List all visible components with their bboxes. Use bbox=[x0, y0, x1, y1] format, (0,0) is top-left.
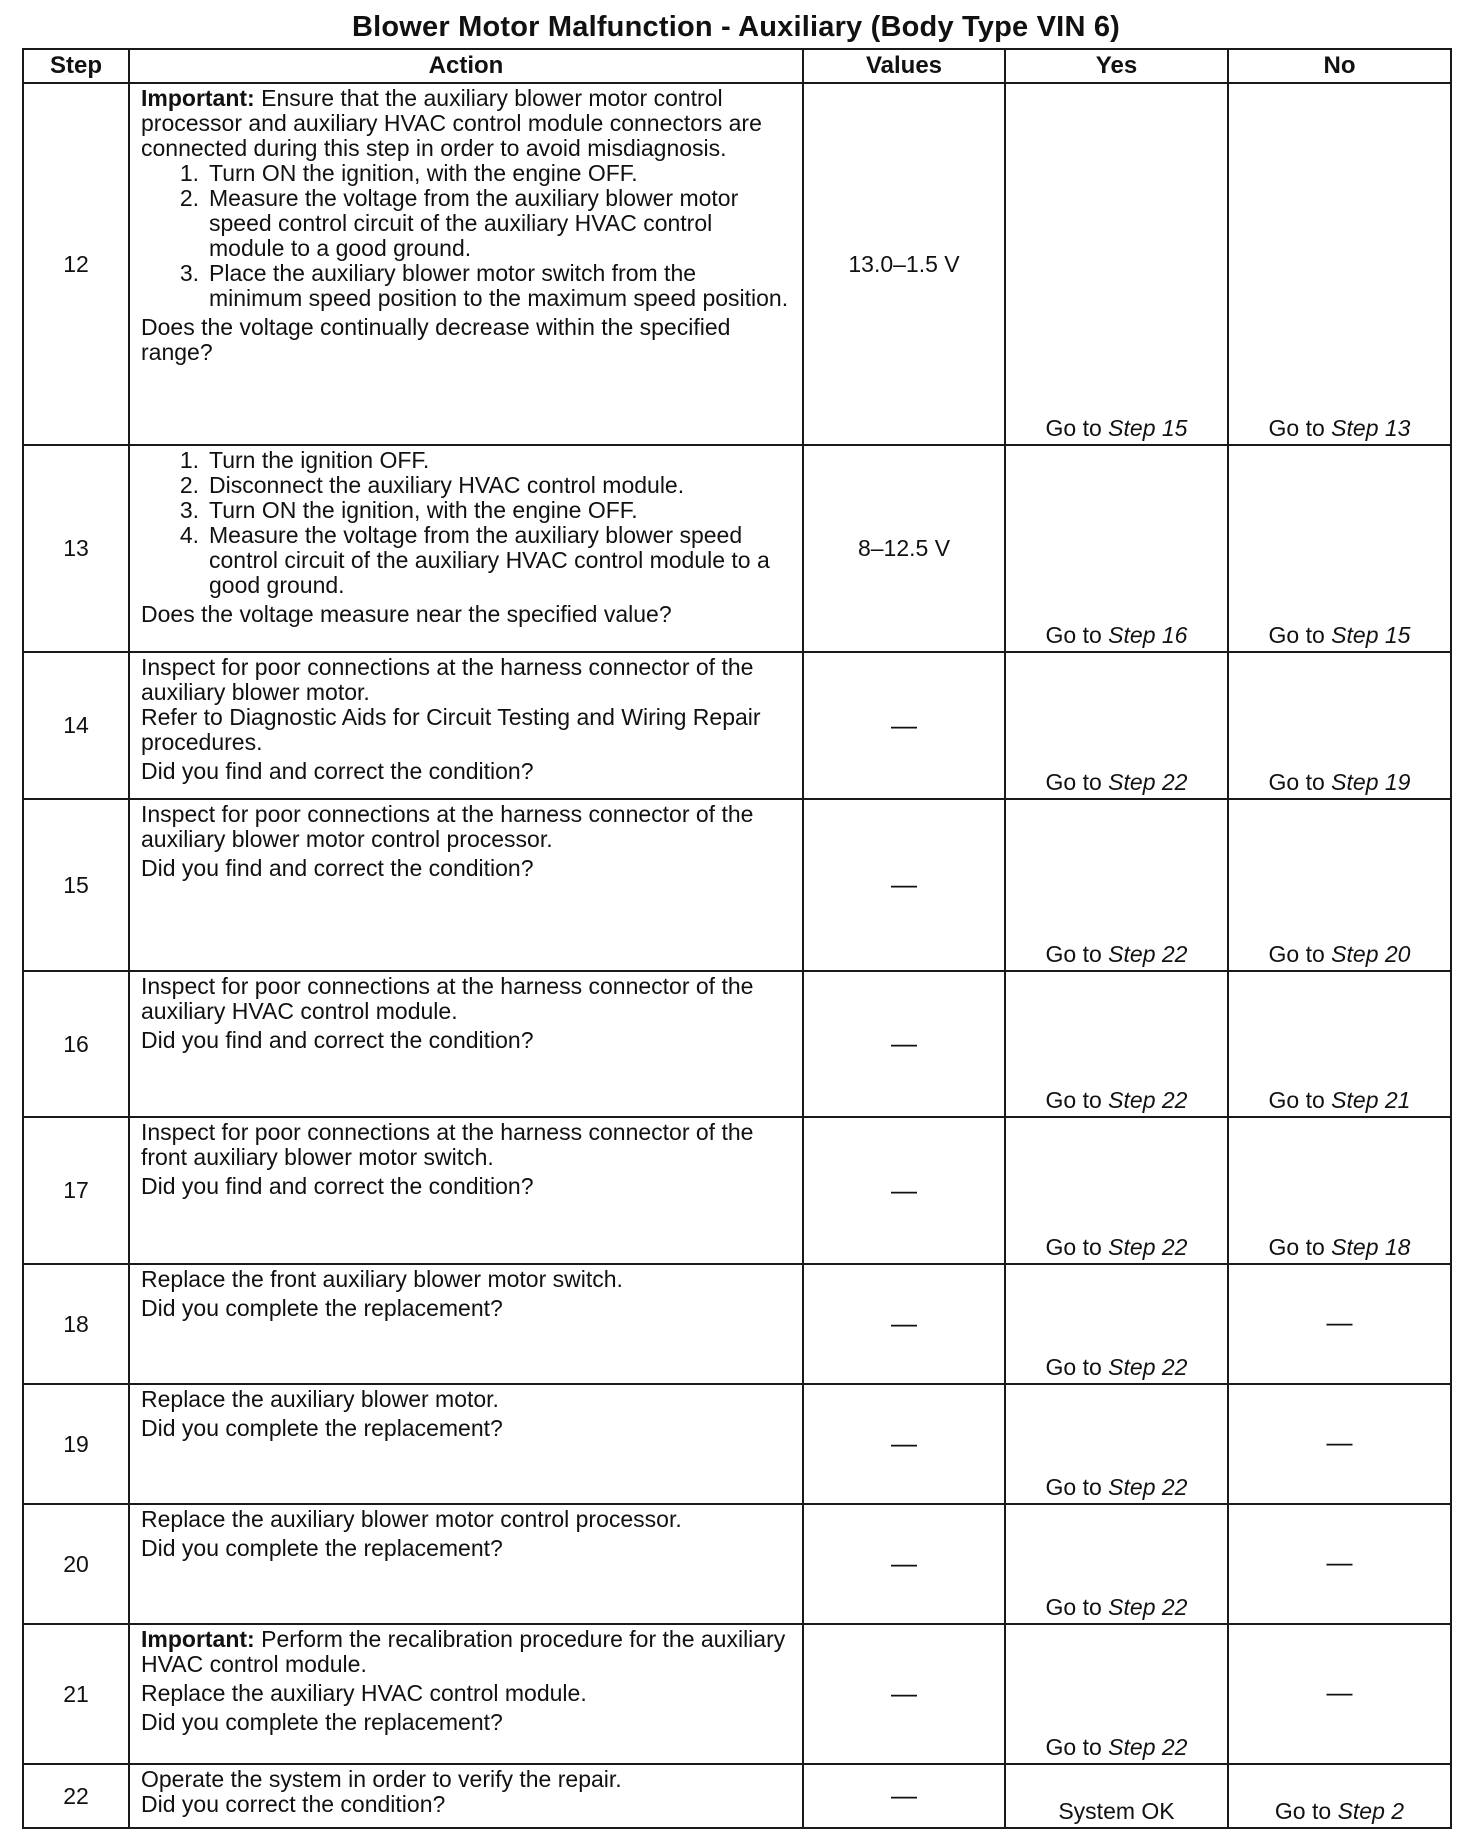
table-row bbox=[23, 1624, 1451, 1764]
no-step-link[interactable]: Step 19 bbox=[1331, 769, 1411, 795]
important-label: Important: bbox=[141, 1626, 255, 1652]
table-row bbox=[23, 652, 1451, 799]
list-item: 3. Turn ON the ignition, with the engine OFF. bbox=[179, 497, 638, 523]
header-step: Step bbox=[23, 49, 129, 83]
list-item: 1. Turn the ignition OFF. bbox=[179, 447, 430, 473]
no-cell: Go to Step 13 bbox=[1228, 83, 1451, 445]
action-question: Did you complete the replacement? bbox=[141, 1415, 503, 1441]
action-cell bbox=[129, 652, 803, 799]
value-cell: 13.0–1.5 V bbox=[803, 83, 1005, 445]
header-yes: Yes bbox=[1005, 49, 1228, 83]
value-cell: — bbox=[803, 1624, 1005, 1764]
action-cell bbox=[129, 1764, 803, 1828]
yes-cell: Go to Step 22 bbox=[1005, 1624, 1228, 1764]
list-item: 1. Turn ON the ignition, with the engine OFF. bbox=[179, 160, 638, 186]
action-question: Did you find and correct the condition? bbox=[141, 855, 534, 881]
important-text: Ensure that the auxiliary blower motor control processor and auxiliary HVAC control module connectors are connected during this step in order to avoid misdiagnosis. bbox=[141, 85, 762, 161]
yes-step-link[interactable]: Step 15 bbox=[1108, 415, 1188, 441]
yes-cell: Go to Step 22 bbox=[1005, 1117, 1228, 1264]
step-number: 19 bbox=[23, 1384, 129, 1504]
action-text: Replace the auxiliary blower motor. bbox=[141, 1386, 499, 1412]
procedure-list bbox=[141, 161, 794, 311]
no-cell: — bbox=[1228, 1504, 1451, 1624]
value-cell: — bbox=[803, 1764, 1005, 1828]
action-text: Inspect for poor connections at the harness connector of the auxiliary HVAC control module. bbox=[141, 973, 754, 1024]
step-number: 12 bbox=[23, 83, 129, 445]
yes-cell: Go to Step 22 bbox=[1005, 1384, 1228, 1504]
action-question: Did you complete the replacement? bbox=[141, 1295, 503, 1321]
table-row bbox=[23, 445, 1451, 652]
table-row bbox=[23, 799, 1451, 971]
value-cell: — bbox=[803, 1264, 1005, 1384]
action-question: Does the voltage continually decrease within the specified range? bbox=[141, 314, 731, 365]
yes-cell: Go to Step 22 bbox=[1005, 1504, 1228, 1624]
table-row bbox=[23, 1264, 1451, 1384]
no-step-link[interactable]: Step 20 bbox=[1331, 941, 1411, 967]
step-number: 15 bbox=[23, 799, 129, 971]
step-number: 18 bbox=[23, 1264, 129, 1384]
no-cell: Go to Step 20 bbox=[1228, 799, 1451, 971]
value-cell: — bbox=[803, 1504, 1005, 1624]
action-text: Inspect for poor connections at the harness connector of the auxiliary blower motor control processor. bbox=[141, 801, 754, 852]
action-question: Did you find and correct the condition? bbox=[141, 1173, 534, 1199]
value-cell: — bbox=[803, 1384, 1005, 1504]
yes-step-link[interactable]: Step 22 bbox=[1108, 1087, 1188, 1113]
table-row bbox=[23, 1117, 1451, 1264]
value-cell: — bbox=[803, 799, 1005, 971]
no-step-link[interactable]: Step 21 bbox=[1331, 1087, 1411, 1113]
action-question: Did you complete the replacement? bbox=[141, 1709, 503, 1735]
yes-step-link[interactable]: Step 22 bbox=[1108, 1234, 1188, 1260]
no-cell: — bbox=[1228, 1624, 1451, 1764]
step-number: 13 bbox=[23, 445, 129, 652]
yes-cell: Go to Step 22 bbox=[1005, 652, 1228, 799]
no-cell: Go to Step 19 bbox=[1228, 652, 1451, 799]
action-cell bbox=[129, 1264, 803, 1384]
action-text: Replace the auxiliary blower motor control processor. bbox=[141, 1506, 682, 1532]
yes-cell: Go to Step 22 bbox=[1005, 971, 1228, 1117]
procedure-list bbox=[141, 448, 794, 598]
yes-cell: Go to Step 22 bbox=[1005, 1264, 1228, 1384]
value-cell: — bbox=[803, 971, 1005, 1117]
table-row bbox=[23, 1384, 1451, 1504]
action-question: Does the voltage measure near the specified value? bbox=[141, 601, 672, 627]
no-cell: Go to Step 18 bbox=[1228, 1117, 1451, 1264]
action-question: Did you correct the condition? bbox=[141, 1791, 446, 1817]
value-cell: 8–12.5 V bbox=[803, 445, 1005, 652]
list-item: 2. Disconnect the auxiliary HVAC control module. bbox=[179, 472, 685, 498]
action-text: Inspect for poor connections at the harness connector of the auxiliary blower motor. bbox=[141, 654, 754, 705]
action-cell bbox=[129, 1504, 803, 1624]
action-text: Refer to Diagnostic Aids for Circuit Testing and Wiring Repair procedures. bbox=[141, 704, 761, 755]
action-cell bbox=[129, 799, 803, 971]
action-cell bbox=[129, 971, 803, 1117]
yes-step-link[interactable]: Step 22 bbox=[1108, 941, 1188, 967]
yes-cell: Go to Step 16 bbox=[1005, 445, 1228, 652]
table-row bbox=[23, 1504, 1451, 1624]
step-number: 16 bbox=[23, 971, 129, 1117]
table-row bbox=[23, 971, 1451, 1117]
no-step-link[interactable]: Step 18 bbox=[1331, 1234, 1411, 1260]
step-number: 17 bbox=[23, 1117, 129, 1264]
table-row bbox=[23, 1764, 1451, 1828]
yes-step-link[interactable]: Step 22 bbox=[1108, 1594, 1188, 1620]
value-cell: — bbox=[803, 652, 1005, 799]
diagnostic-table bbox=[22, 48, 1452, 1829]
no-cell: — bbox=[1228, 1264, 1451, 1384]
important-note bbox=[141, 86, 794, 161]
no-step-link[interactable]: Step 13 bbox=[1331, 415, 1411, 441]
table-header-row bbox=[23, 49, 1451, 83]
action-text: Inspect for poor connections at the harness connector of the front auxiliary blower motor switch. bbox=[141, 1119, 754, 1170]
yes-step-link[interactable]: Step 22 bbox=[1108, 769, 1188, 795]
action-cell bbox=[129, 1117, 803, 1264]
value-cell: — bbox=[803, 1117, 1005, 1264]
step-number: 22 bbox=[23, 1764, 129, 1828]
header-values: Values bbox=[803, 49, 1005, 83]
no-cell: Go to Step 2 bbox=[1228, 1764, 1451, 1828]
action-cell bbox=[129, 1384, 803, 1504]
action-question: Did you complete the replacement? bbox=[141, 1535, 503, 1561]
yes-step-link[interactable]: Step 22 bbox=[1108, 1734, 1188, 1760]
page-title: Blower Motor Malfunction - Auxiliary (Body Type VIN 6) bbox=[351, 11, 1121, 43]
list-item: 2. Measure the voltage from the auxiliary blower motor speed control circuit of the auxiliary HVAC control module to a good ground. bbox=[179, 185, 739, 261]
yes-cell: System OK bbox=[1005, 1764, 1228, 1828]
no-step-link[interactable]: Step 2 bbox=[1337, 1798, 1405, 1824]
important-label: Important: bbox=[141, 85, 255, 111]
action-cell bbox=[129, 1624, 803, 1764]
step-number: 14 bbox=[23, 652, 129, 799]
yes-cell: Go to Step 15 bbox=[1005, 83, 1228, 445]
no-cell: Go to Step 15 bbox=[1228, 445, 1451, 652]
list-item: 4. Measure the voltage from the auxiliary blower speed control circuit of the auxiliary HVAC control module to a good ground. bbox=[179, 522, 770, 598]
list-item: 3. Place the auxiliary blower motor switch from the minimum speed position to the maximum speed position. bbox=[179, 260, 789, 311]
action-cell bbox=[129, 445, 803, 652]
action-question: Did you find and correct the condition? bbox=[141, 758, 534, 784]
action-text: Replace the front auxiliary blower motor switch. bbox=[141, 1266, 623, 1292]
yes-step-link[interactable]: Step 22 bbox=[1108, 1474, 1188, 1500]
action-question: Did you find and correct the condition? bbox=[141, 1027, 534, 1053]
header-action: Action bbox=[129, 49, 803, 83]
no-cell: Go to Step 21 bbox=[1228, 971, 1451, 1117]
important-note bbox=[141, 1627, 794, 1677]
header-no: No bbox=[1228, 49, 1451, 83]
important-text: Perform the recalibration procedure for the auxiliary HVAC control module. bbox=[141, 1626, 786, 1677]
no-cell: — bbox=[1228, 1384, 1451, 1504]
action-text: Operate the system in order to verify the repair. bbox=[141, 1766, 622, 1792]
table-row bbox=[23, 83, 1451, 445]
yes-cell: Go to Step 22 bbox=[1005, 799, 1228, 971]
action-cell bbox=[129, 83, 803, 445]
no-step-link[interactable]: Step 15 bbox=[1331, 622, 1411, 648]
yes-step-link[interactable]: Step 16 bbox=[1108, 622, 1188, 648]
step-number: 20 bbox=[23, 1504, 129, 1624]
action-text: Replace the auxiliary HVAC control module. bbox=[141, 1680, 587, 1706]
step-number: 21 bbox=[23, 1624, 129, 1764]
yes-step-link[interactable]: Step 22 bbox=[1108, 1354, 1188, 1380]
